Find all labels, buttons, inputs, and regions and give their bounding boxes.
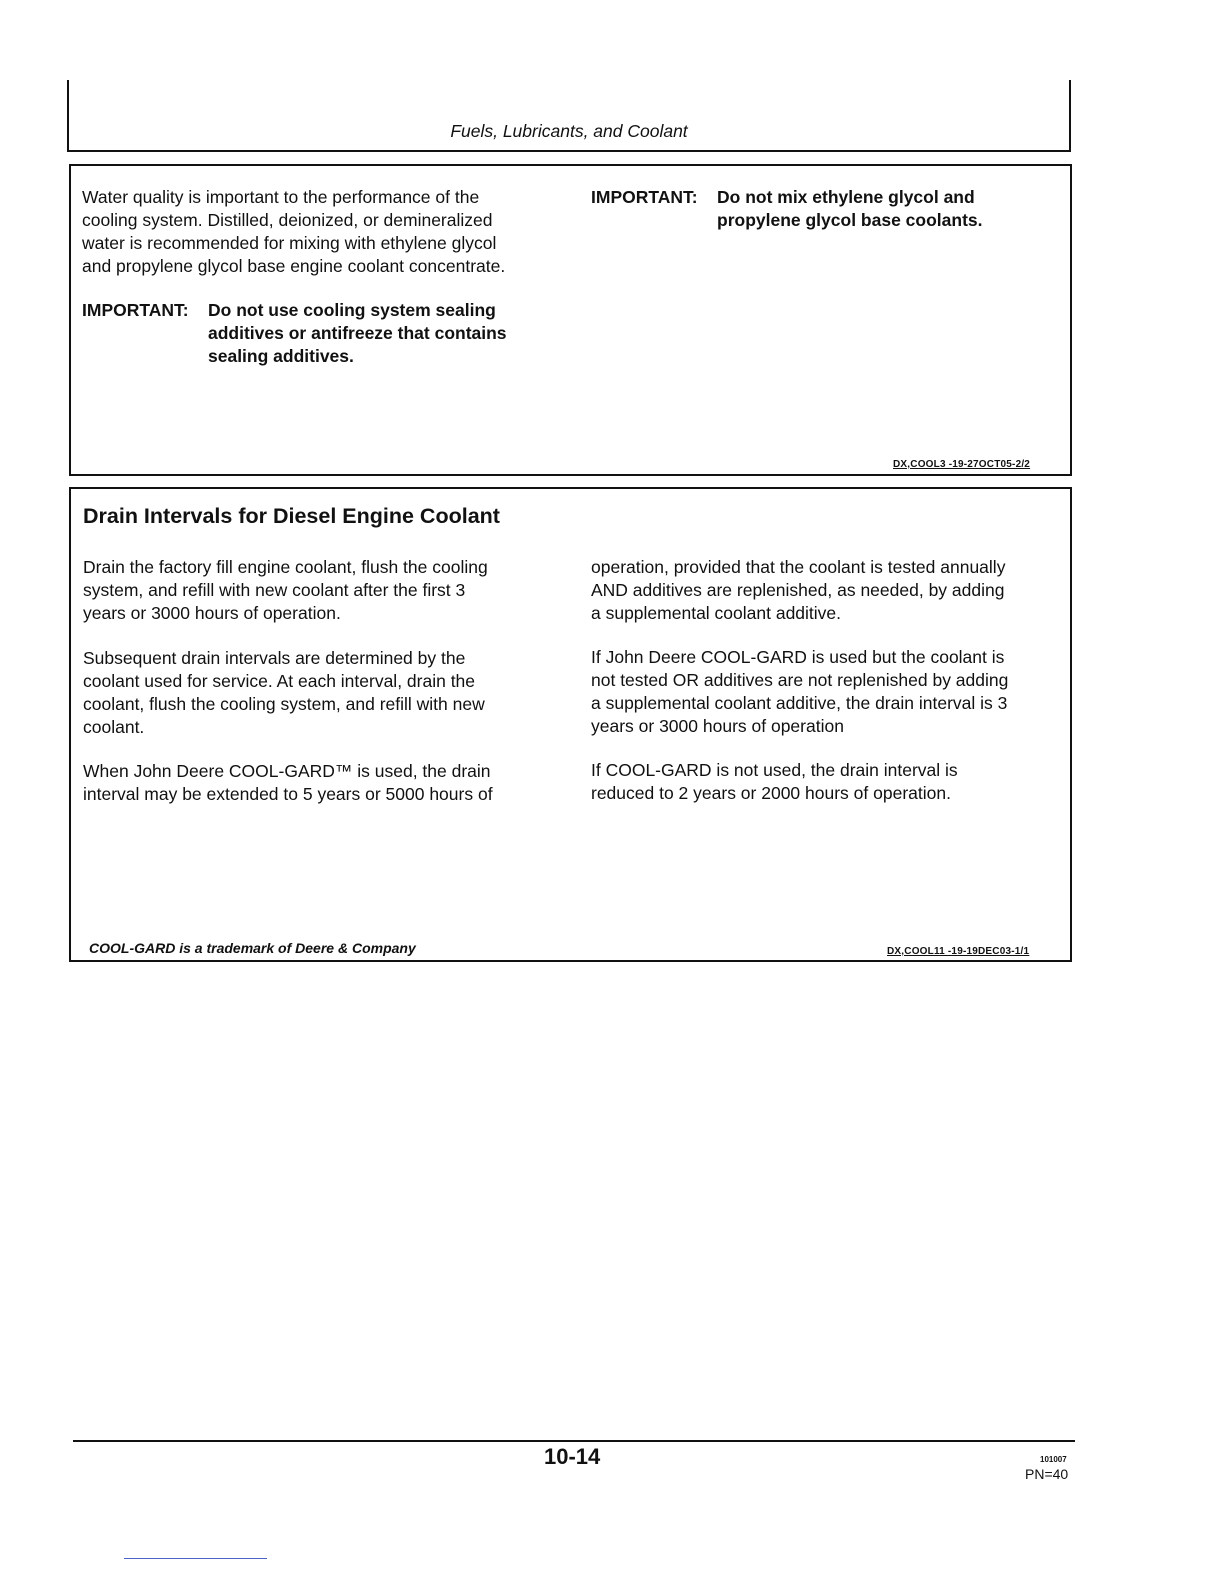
text-line: not tested OR additives are not replenished by adding [591, 670, 1009, 690]
text-line: Do not use cooling system sealing [208, 300, 496, 320]
module-reference-code: DX,COOL11 -19-19DEC03-1/1 [887, 946, 1030, 957]
page-number: 10-14 [544, 1444, 601, 1469]
text-line: and propylene glycol base engine coolant concentrate. [82, 256, 506, 276]
text-line: If John Deere COOL-GARD is used but the coolant is [591, 647, 1005, 667]
text-line: Do not mix ethylene glycol and [717, 187, 975, 207]
important-mix-glycol [591, 186, 1061, 232]
scan-artifact-line [124, 1558, 267, 1559]
text-line: system, and refill with new coolant after the first 3 [83, 580, 466, 600]
text-line: years or 3000 hours of operation [591, 716, 844, 736]
water-quality-paragraph [82, 186, 562, 278]
text-line: a supplemental coolant additive, the drain interval is 3 [591, 693, 1008, 713]
text-line: cooling system. Distilled, deionized, or demineralized [82, 210, 493, 230]
text-line: Drain the factory fill engine coolant, flush the cooling [83, 557, 488, 577]
text-line: propylene glycol base coolants. [717, 210, 983, 230]
text-line: coolant used for service. At each interval, drain the [83, 671, 476, 691]
text-line: years or 3000 hours of operation. [83, 603, 341, 623]
drain-paragraph [591, 646, 1061, 738]
drain-paragraph [591, 759, 1061, 805]
text-line: AND additives are replenished, as needed, by adding [591, 580, 1005, 600]
text-line: If COOL-GARD is not used, the drain interval is [591, 760, 958, 780]
text-line: When John Deere COOL-GARD™ is used, the drain [83, 761, 491, 781]
text-line: water is recommended for mixing with ethylene glycol [82, 233, 497, 253]
trademark-note: COOL-GARD is a trademark of Deere & Company [89, 940, 416, 956]
drain-paragraph [83, 556, 563, 625]
drain-paragraph [591, 556, 1061, 625]
text-line: Subsequent drain intervals are determined by the [83, 648, 466, 668]
text-line: sealing additives. [208, 346, 354, 366]
text-line: additives or antifreeze that contains [208, 323, 507, 343]
footer-pn: PN=40 [1025, 1466, 1069, 1482]
module-reference-code: DX,COOL3 -19-27OCT05-2/2 [893, 459, 1031, 470]
header-bottom-rule [67, 150, 1071, 152]
important-text [717, 186, 1061, 232]
drain-paragraph [83, 760, 563, 806]
drain-paragraph [83, 647, 563, 739]
text-line: coolant, flush the cooling system, and refill with new [83, 694, 485, 714]
important-sealing-additives [82, 299, 562, 368]
text-line: interval may be extended to 5 years or 5000 hours of [83, 784, 493, 804]
text-line: operation, provided that the coolant is tested annually [591, 557, 1006, 577]
important-label: IMPORTANT: [82, 300, 189, 320]
text-line: a supplemental coolant additive. [591, 603, 842, 623]
important-label: IMPORTANT: [591, 187, 698, 207]
footer-code: 101007 [1040, 1455, 1067, 1464]
important-text [208, 299, 562, 368]
running-header-title: Fuels, Lubricants, and Coolant [450, 121, 688, 141]
text-line: Water quality is important to the performance of the [82, 187, 480, 207]
text-line: reduced to 2 years or 2000 hours of operation. [591, 783, 951, 803]
footer-rule [73, 1440, 1075, 1442]
section-heading: Drain Intervals for Diesel Engine Coolant [83, 504, 500, 528]
text-line: coolant. [83, 717, 145, 737]
